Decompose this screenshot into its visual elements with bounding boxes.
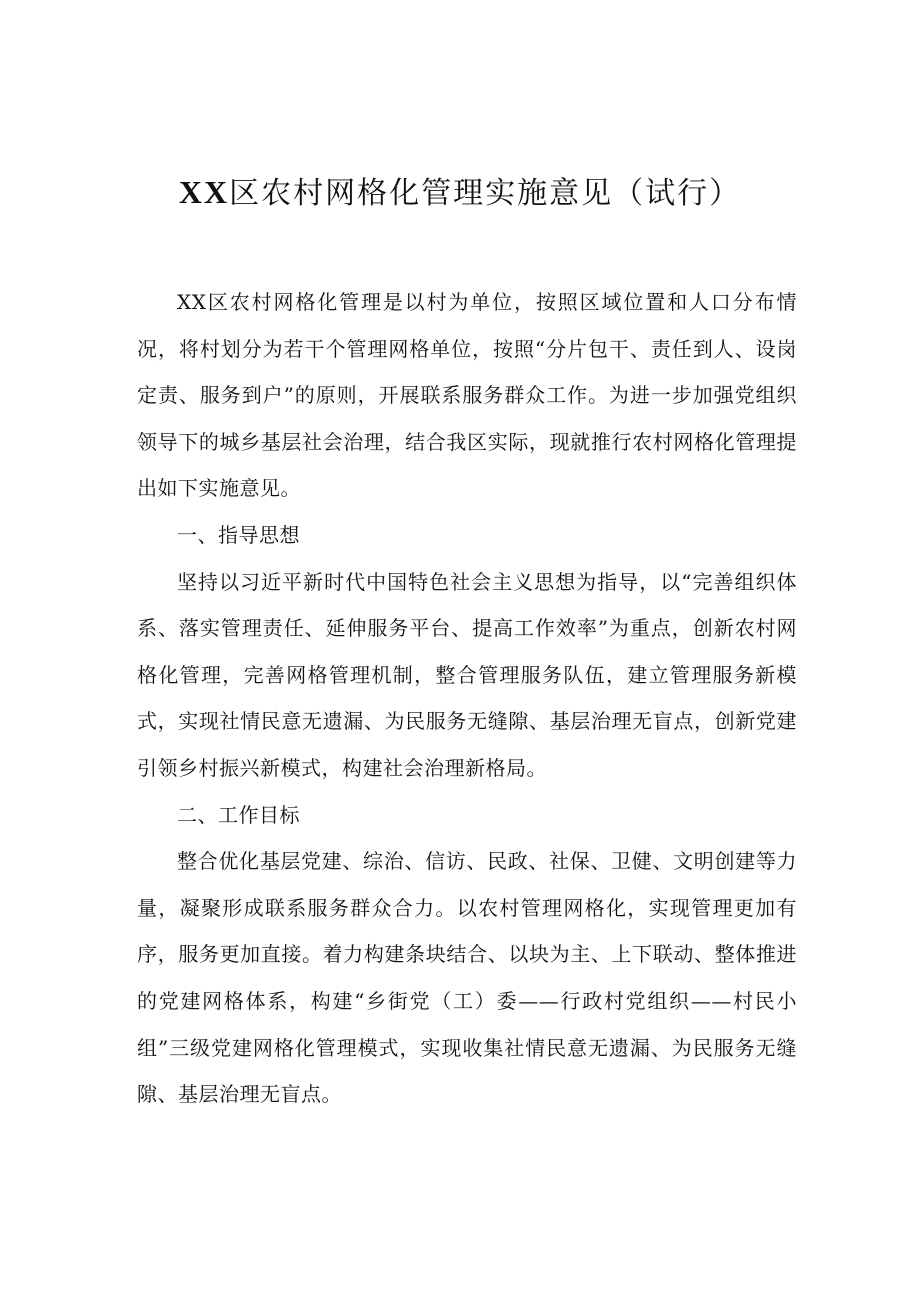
section-heading-guiding-thought: 一、指导思想 (177, 522, 300, 547)
title-text: 区农村网格化管理实施意见（试行） (229, 176, 742, 211)
section-heading-work-goals: 二、工作目标 (177, 802, 300, 827)
intro-paragraph: XX区农村网格化管理是以村为单位，按照区域位置和人口分布情况，将村划分为若干个管理网格单位，按照“分片包干、责任到人、设岗定责、服务到户”的原则，开展联系服务群众工作。为进一步加强党组织领导下的城乡基层社会治理，结合我区实际，现就推行农村网格化管理提出如下实施意见。 (137, 290, 797, 501)
title-prefix: XX (178, 174, 230, 210)
document-body (137, 279, 797, 1118)
document-title (0, 172, 920, 214)
section-paragraph-work-goals: 整合优化基层党建、综治、信访、民政、社保、卫健、文明创建等力量，凝聚形成联系服务群众合力。以农村管理网格化，实现管理更加有序，服务更加直接。着力构建条块结合、以块为主、上下联动、整体推进的党建网格体系，构建“乡街党（工）委——行政村党组织——村民小组”三级党建网格化管理模式，实现收集社情民意无遗漏、为民服务无缝隙、基层治理无盲点。 (137, 849, 797, 1107)
section-paragraph-guiding-thought: 坚持以习近平新时代中国特色社会主义思想为指导，以“完善组织体系、落实管理责任、延伸服务平台、提高工作效率”为重点，创新农村网格化管理，完善网格管理机制，整合管理服务队伍，建立管理服务新模式，实现社情民意无遗漏、为民服务无缝隙、基层治理无盲点，创新党建引领乡村振兴新模式，构建社会治理新格局。 (137, 569, 797, 780)
